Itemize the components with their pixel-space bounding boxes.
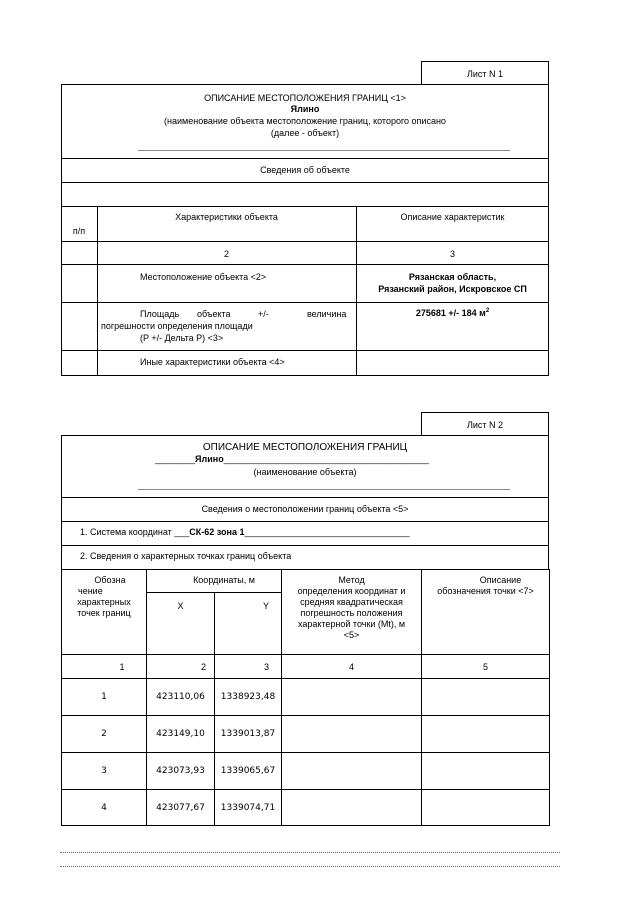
header-designation-line: точек границ (77, 608, 131, 618)
point-y: 1339013,87 (215, 716, 282, 753)
point-x: 423110,06 (147, 679, 215, 716)
sheet2-divider (61, 521, 549, 522)
colnum-5 (422, 655, 550, 679)
point-id: 4 (62, 790, 147, 826)
coord-system-prefix: 1. Система координат ___ (80, 527, 190, 537)
area-value (356, 308, 549, 318)
sheet2-divider (61, 545, 549, 546)
colnum-1-label: 1 (119, 661, 125, 672)
sheet2-label-box (421, 412, 549, 436)
point-description (422, 753, 550, 790)
sheet1-divider (61, 206, 549, 207)
other-label: Иные характеристики объекта <4> (140, 357, 285, 367)
point-id: 1 (62, 679, 147, 716)
location-label: Местоположение объекта <2> (140, 272, 267, 282)
sheet1-divider (61, 158, 549, 159)
header-desc-line: обозначения точки <7> (437, 586, 534, 596)
point-x: 423073,93 (147, 753, 215, 790)
header-y (215, 593, 282, 655)
point-description (422, 679, 550, 716)
sheet1-divider (61, 264, 549, 265)
point-x: 423149,10 (147, 716, 215, 753)
coord-system-line (80, 527, 410, 537)
header-x (147, 593, 215, 655)
sheet1-header-num: п/п (72, 226, 86, 236)
table-row (62, 679, 550, 716)
header-designation (62, 570, 147, 655)
header-point-description (422, 570, 550, 655)
table-row (62, 753, 550, 790)
coords-table (61, 569, 550, 826)
area-label-word: величина (307, 309, 347, 319)
sheet2-name-prefix: ________ (155, 454, 196, 464)
sheet2-title: ОПИСАНИЕ МЕСТОПОЛОЖЕНИЯ ГРАНИЦ (202, 442, 408, 453)
colnum-2-label: 2 (200, 661, 206, 672)
header-method-line: Метод (338, 575, 365, 585)
location-value-line2: Рязанский район, Искровское СП (378, 284, 527, 294)
sheet2-name-rule (138, 489, 510, 490)
colnum-5-label: 5 (483, 661, 489, 672)
table-row (62, 790, 550, 826)
sheet1-divider (61, 350, 549, 351)
sheet2-name-line (155, 454, 429, 464)
header-designation-line: характерных (77, 597, 131, 607)
sheet1-object-name: Ялино (290, 104, 320, 114)
colnum-3-label: 3 (264, 661, 270, 672)
point-y: 1339065,67 (215, 753, 282, 790)
colnum-3 (215, 655, 282, 679)
header-method-line: <5> (343, 630, 360, 640)
point-y: 1339074,71 (215, 790, 282, 826)
area-label-word: объекта (197, 309, 231, 319)
location-value-line1: Рязанская область, (408, 272, 497, 282)
sheet1-divider (61, 302, 549, 303)
sheet2-object-name: Ялино (195, 454, 224, 464)
sheet1-name-rule (138, 150, 510, 151)
area-label-line2: погрешности определения площади (101, 321, 253, 331)
colnum-2 (147, 655, 215, 679)
header-y-label: Y (263, 601, 270, 611)
colnum-4-label: 4 (349, 661, 355, 672)
sheet2-divider (61, 497, 549, 498)
colnum-1 (62, 655, 147, 679)
sheet1-title: ОПИСАНИЕ МЕСТОПОЛОЖЕНИЯ ГРАНИЦ <1> (204, 93, 406, 103)
dotted-separator (60, 866, 560, 867)
sheet2-label: Лист N 2 (466, 420, 504, 430)
sheet1-label-box (421, 61, 549, 85)
point-y: 1338923,48 (215, 679, 282, 716)
area-label-line3: (P +/- Дельта P) <3> (140, 333, 224, 343)
header-x-label: X (177, 601, 184, 611)
coord-system-suffix: _________________________________ (244, 527, 410, 537)
sheet1-divider (61, 241, 549, 242)
point-id: 3 (62, 753, 147, 790)
point-description (422, 716, 550, 753)
point-description (422, 790, 550, 826)
sheet1-col-divider (97, 206, 98, 376)
sheet1-divider (61, 182, 549, 183)
point-method (282, 716, 422, 753)
header-method-line: определения координат и (297, 586, 406, 596)
dotted-separator (60, 852, 560, 853)
area-label-word: Площадь (140, 309, 180, 319)
header-method-line: средняя квадратическая (300, 597, 403, 607)
coord-system-value: СК-62 зона 1 (189, 527, 245, 537)
point-x: 423077,67 (147, 790, 215, 826)
sheet2-name-suffix: _________________________________________ (223, 454, 429, 464)
colnum-4 (282, 655, 422, 679)
point-method (282, 679, 422, 716)
header-method-line: характерной точки (Mt), м (297, 619, 406, 629)
sheet1-colnum-3: 3 (449, 249, 455, 259)
sheet1-header-description: Описание характеристик (400, 212, 505, 222)
header-coords-label: Координаты, м (193, 575, 255, 585)
table-row (62, 716, 550, 753)
header-designation-line: чение (78, 586, 103, 596)
header-method (282, 570, 422, 655)
sheet2-section-title: Сведения о местоположении границ объекта <5> (201, 504, 409, 514)
header-coords (147, 570, 282, 593)
area-label-word: +/- (258, 309, 269, 319)
sheet1-caption-line1: (наименование объекта местоположение границ, которого описано (164, 116, 446, 126)
header-desc-line: Описание (479, 575, 522, 585)
point-method (282, 790, 422, 826)
sheet1-label: Лист N 1 (466, 69, 504, 79)
header-designation-line: Обозна (94, 575, 126, 585)
header-method-line: погрешность положения (300, 608, 403, 618)
sheet1-caption-line2: (далее - объект) (270, 128, 340, 138)
sheet1-colnum-2: 2 (223, 249, 229, 259)
sheet1-header-characteristics: Характеристики объекта (175, 212, 278, 222)
sheet1-section-title: Сведения об объекте (260, 165, 350, 175)
area-unit-sup: 2 (485, 308, 490, 314)
points-title: 2. Сведения о характерных точках границ объекта (80, 551, 292, 561)
area-value-text: 275681 +/- 184 м (415, 308, 486, 318)
point-method (282, 753, 422, 790)
point-id: 2 (62, 716, 147, 753)
sheet2-caption: (наименование объекта) (253, 467, 357, 477)
